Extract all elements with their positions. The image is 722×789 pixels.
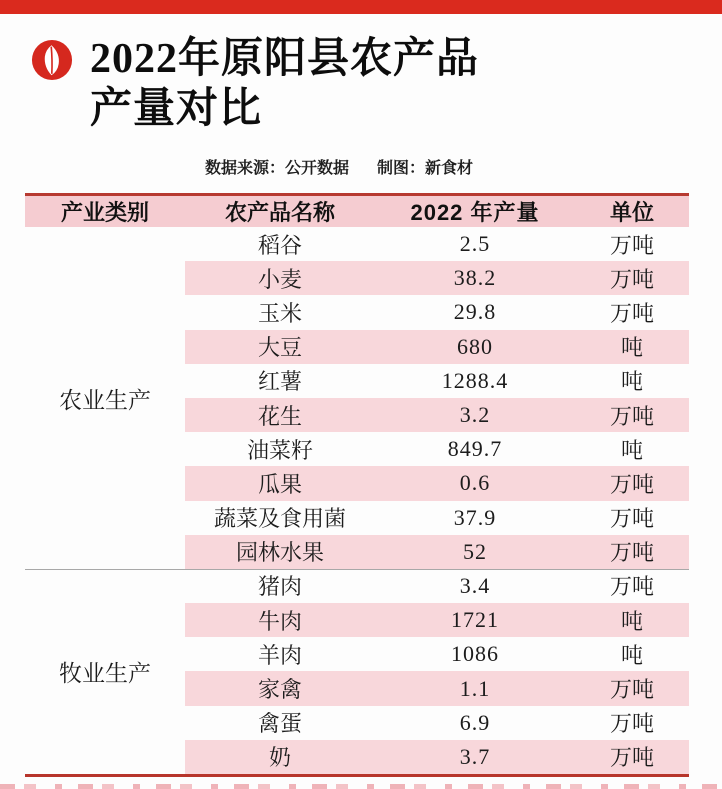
output-value-cell: 1.1 [459,675,491,701]
page-title-line1: 2022年原阳县农产品 [90,36,480,82]
row-stripe [185,364,689,398]
credit-label: 制图：新食材 [377,160,474,177]
unit-cell: 吨 [620,642,643,668]
unit-cell: 万吨 [609,506,654,532]
category-cell: 牧业生产 [59,661,151,687]
leaf-icon [31,39,73,81]
product-name-cell: 蔬菜及食用菌 [213,506,346,532]
unit-cell: 万吨 [609,574,654,600]
product-name-cell: 油菜籽 [246,437,313,463]
output-value-cell: 3.4 [459,572,491,598]
row-stripe [185,227,689,261]
product-name-cell: 奶 [268,745,291,771]
table-header-row [25,196,689,227]
unit-cell: 万吨 [609,745,654,771]
output-value-cell: 2.5 [459,231,491,257]
row-stripe [185,466,689,500]
unit-cell: 吨 [620,369,643,395]
product-name-cell: 大豆 [257,335,302,361]
product-name-cell: 牛肉 [257,608,302,634]
output-value-cell: 38.2 [453,265,497,291]
source-credit-line [205,155,473,178]
output-value-cell: 52 [463,538,487,564]
unit-cell: 万吨 [609,300,654,326]
production-table [25,193,689,777]
output-value-cell: 3.7 [459,743,491,769]
output-value-cell: 1288.4 [441,367,509,393]
output-value-cell: 1721 [451,607,499,633]
unit-cell: 万吨 [609,540,654,566]
unit-cell: 万吨 [609,266,654,292]
data-source-label: 数据来源：公开数据 [205,160,350,177]
row-stripe [185,398,689,432]
category-cell: 农业生产 [59,387,151,413]
column-header-product: 农产品名称 [224,200,335,225]
product-name-cell: 花生 [257,403,302,429]
product-name-cell: 家禽 [257,677,302,703]
product-name-cell: 瓜果 [257,471,302,497]
output-value-cell: 680 [457,333,493,359]
row-stripe [185,706,689,740]
row-stripe [185,603,689,637]
row-stripe [185,740,689,774]
output-value-cell: 37.9 [453,504,497,530]
row-stripe [185,295,689,329]
output-value-cell: 6.9 [459,709,491,735]
page-title-line2: 产量对比 [90,86,263,132]
row-stripe [185,261,689,295]
unit-cell: 万吨 [609,677,654,703]
unit-cell: 吨 [620,335,643,361]
product-name-cell: 羊肉 [257,642,302,668]
column-header-output: 2022 年产量 [410,200,540,225]
output-value-cell: 1086 [451,641,499,667]
bottom-cropped-decoration [0,784,722,789]
row-stripe [185,535,689,569]
output-value-cell: 29.8 [453,299,497,325]
product-name-cell: 玉米 [257,300,302,326]
row-stripe [185,671,689,705]
table-body [25,227,689,774]
row-stripe [185,501,689,535]
row-stripe [185,330,689,364]
row-stripe [185,569,689,603]
column-header-category: 产业类别 [60,200,149,225]
product-name-cell: 稻谷 [257,232,302,258]
output-value-cell: 0.6 [459,470,491,496]
unit-cell: 万吨 [609,471,654,497]
product-name-cell: 禽蛋 [257,711,302,737]
top-accent-bar [0,0,722,14]
page-title [90,34,650,134]
output-value-cell: 3.2 [459,402,491,428]
unit-cell: 吨 [620,437,643,463]
row-stripe [185,637,689,671]
unit-cell: 万吨 [609,232,654,258]
unit-cell: 万吨 [609,403,654,429]
row-stripe [185,432,689,466]
product-name-cell: 猪肉 [257,574,302,600]
column-header-unit: 单位 [609,200,654,225]
table-bottom-border [25,774,689,777]
unit-cell: 万吨 [609,711,654,737]
product-name-cell: 红薯 [257,369,302,395]
output-value-cell: 849.7 [447,436,503,462]
product-name-cell: 园林水果 [235,540,324,566]
product-name-cell: 小麦 [257,266,302,292]
unit-cell: 吨 [620,608,643,634]
